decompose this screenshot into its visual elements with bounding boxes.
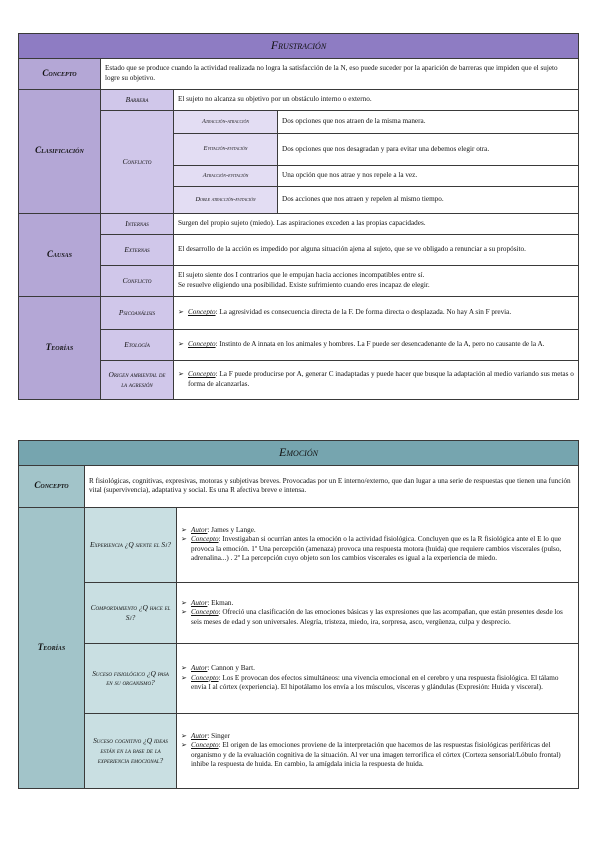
teoria-text: ➢ Concepto: Instinto de A innata en los animales y hombres. La F puede ser desencadenante de la A, pero no causante de la A. [174,329,579,360]
causa-text: Surgen del propio sujeto (miedo). Las aspiraciones exceden a las propias capacidades. [174,213,579,234]
causa-label: Conflicto [101,265,174,296]
frustracion-title: Frustración [19,34,579,59]
causa-label: Externas [101,234,174,265]
conflicto-type-text: Una opción que nos atrae y nos repele a la vez. [278,165,579,186]
emocion-teoria-label: Comportamiento ¿Q hace el Sj? [85,582,177,643]
causa-text-line1: El sujeto siente dos I contrarios que le empujan hacia acciones incompatibles entre sí. [178,271,425,280]
teoria-label: Etología [101,329,174,360]
barrera-label: Barrera [101,89,174,110]
emocion-title: Emoción [19,441,579,466]
teoria-text: ➢ Concepto: La F puede producirse por A, generar C inadaptadas y puede hacer que busque la adaptación al medio variando sus metas o forma de alcanzarlas. [174,360,579,399]
emocion-teoria-text: ➢ Autor: James y Lange. ➢ Concepto: Investigaban si ocurrían antes la emoción o la actividad fisiológica. Concluyen que es la R fisiológica ante el E lo que provoca la emoción. 1º Una percepción (amenaza) provoca una respuesta motora (huida) que requiere cambios viscerales (pulso, adrenalina...) . 2º La percepción cuyo objeto son los cambios viscerales es igual a la experiencia de miedo. [177,507,579,582]
frustracion-concepto-label: Concepto [19,58,101,89]
causa-text [174,265,579,296]
conflicto-type-label: Atracción-atracción [174,110,278,133]
conflicto-type-label: Atracción-evitación [174,165,278,186]
emocion-table [18,440,579,789]
conflicto-type-text: Dos acciones que nos atraen y repelen al mismo tiempo. [278,186,579,213]
teorias-label: Teorías [19,296,101,399]
conflicto-type-text: Dos opciones que nos desagradan y para evitar una debemos elegir otra. [278,133,579,165]
emocion-concepto-text: R fisiológicas, cognitivas, expresivas, motoras y subjetivas breves. Provocadas por un E interno/externo, que dan lugar a una serie de respuestas que tienen una función vital (supervivencia), adaptativa y social. Es una R afectiva breve e intensa. [85,465,579,507]
conflicto-type-label: Evitación-evitación [174,133,278,165]
teoria-label: Origen ambiental de la agresión [101,360,174,399]
emocion-teorias-label: Teorías [19,507,85,788]
frustracion-table [18,33,579,400]
conflicto-label: Conflicto [101,110,174,213]
emocion-teoria-text: ➢ Autor: Cannon y Bart. ➢ Concepto: Los E provocan dos efectos simultáneos: una vivencia emocional en el cerebro y una respuesta fisiológica. El tálamo envía I al córtex (experiencia). El hipotálamo los envía a los músculos, vísceras y glándulas (Expresión: Huida y visceral). [177,643,579,713]
emocion-concepto-label: Concepto [19,465,85,507]
conflicto-type-text: Dos opciones que nos atraen de la misma manera. [278,110,579,133]
causa-text-line2: Se resuelve eligiendo una posibilidad. Existe sufrimiento cuando eres incapaz de elegir. [178,280,430,289]
emocion-teoria-label: Experiencia ¿Q siente el Sj? [85,507,177,582]
barrera-text: El sujeto no alcanza su objetivo por un obstáculo interno o externo. [174,89,579,110]
teoria-label: Psicoanálisis [101,296,174,329]
causa-text: El desarrollo de la acción es impedido por alguna situación ajena al sujeto, que se ve obligado a renunciar a su propósito. [174,234,579,265]
causas-label: Causas [19,213,101,296]
emocion-teoria-label: Suceso cognitivo ¿Q ideas están en la base de la experiencia emocional? [85,713,177,788]
clasificacion-label: Clasificación [19,89,101,213]
causa-label: Internas [101,213,174,234]
emocion-teoria-text: ➢ Autor: Ekman. ➢ Concepto: Ofreció una clasificación de las emociones básicas y las expresiones que las acompañan, que están presentes desde los seis meses de edad y son universales. Alegría, tristeza, miedo, ira, sorpresa, asco, vergüenza, culpa y desprecio. [177,582,579,643]
teoria-text: ➢ Concepto: La agresividad es consecuencia directa de la F. De forma directa o desplazada. No hay A sin F previa. [174,296,579,329]
conflicto-type-label: Doble atracción-evitación [174,186,278,213]
emocion-teoria-label: Suceso fisiológico ¿Q pasa en su organismo? [85,643,177,713]
frustracion-concepto-text: Estado que se produce cuando la actividad realizada no logra la satisfacción de la N, eso puede suceder por la aparición de barreras que impiden que el sujeto logre su objetivo. [101,58,579,89]
emocion-teoria-text: ➢ Autor: Singer ➢ Concepto: El origen de las emociones proviene de la interpretación que hacemos de las respuestas fisiológicas periféricas del organismo y de la evaluación cognitiva de la situación. Al ver una imagen terrorífica el córtex (Corteza sensorial/Lóbulo frontal) inhibe la respuesta de huida. En cambio, la amígdala inicia la respuesta de huida. [177,713,579,788]
